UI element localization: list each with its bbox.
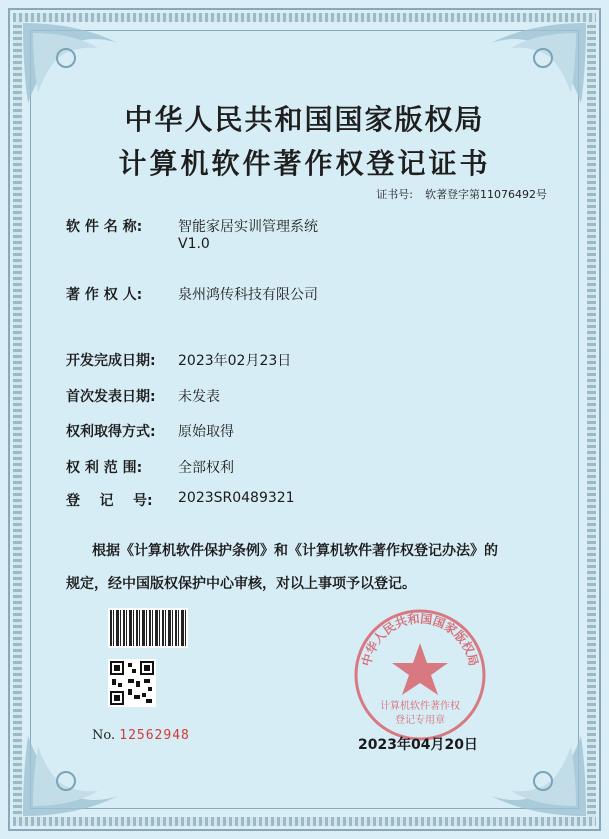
field-software-name	[66, 216, 318, 252]
field-label: 登 记 号:	[66, 493, 153, 509]
field-rights-scope	[66, 457, 234, 477]
qr-code-icon	[108, 659, 156, 707]
seal-outer-text: 中华人民共和国国家版权局	[359, 611, 481, 668]
agency-title: 中华人民共和国国家版权局	[124, 103, 485, 136]
seal-inner-line-2: 登记专用章	[395, 715, 445, 726]
certificate-number	[376, 186, 547, 202]
field-label: 权利取得方式:	[66, 424, 156, 440]
statement-line-2: 规定，经中国版权保护中心审核，对以上事项予以登记。	[66, 576, 416, 592]
field-value: 智能家居实训管理系统	[178, 219, 318, 235]
corner-ornament-icon	[18, 18, 128, 108]
field-value: 2023年02月23日	[178, 353, 292, 369]
field-value: 原始取得	[178, 424, 234, 440]
field-value: 2023SR0489321	[178, 490, 295, 506]
issue-date: 2023年04月20日	[358, 737, 478, 753]
field-label: 权 利 范 围:	[66, 460, 143, 476]
field-value: 泉州鸿传科技有限公司	[178, 287, 318, 303]
field-value: 未发表	[178, 389, 220, 405]
field-label: 著 作 权 人:	[66, 287, 143, 303]
seal-inner-line-1: 计算机软件著作权	[380, 701, 460, 712]
field-copyright-owner	[66, 284, 318, 304]
field-label: 软 件 名 称:	[66, 219, 143, 235]
official-seal-icon	[350, 605, 490, 745]
serial-label: No.	[92, 728, 116, 743]
statement-line-1: 根据《计算机软件保护条例》和《计算机软件著作权登记办法》的	[92, 543, 498, 559]
field-value-version: V1.0	[178, 236, 210, 252]
barcode-icon	[108, 608, 188, 648]
certificate-number-label: 证书号:	[376, 188, 413, 201]
serial-value: 12562948	[119, 728, 190, 743]
serial-number	[92, 728, 190, 743]
field-label: 首次发表日期:	[66, 389, 156, 405]
certificate-title: 计算机软件著作权登记证书	[118, 147, 491, 180]
corner-ornament-icon	[481, 731, 591, 821]
field-label: 开发完成日期:	[66, 353, 156, 369]
field-acquisition-method	[66, 421, 234, 441]
corner-ornament-icon	[18, 731, 128, 821]
certificate-number-value: 软著登字第11076492号	[425, 188, 547, 201]
field-registration-number	[66, 490, 295, 510]
field-first-publish-date	[66, 386, 220, 406]
field-value: 全部权利	[178, 460, 234, 476]
corner-ornament-icon	[481, 18, 591, 108]
field-completion-date	[66, 350, 291, 370]
